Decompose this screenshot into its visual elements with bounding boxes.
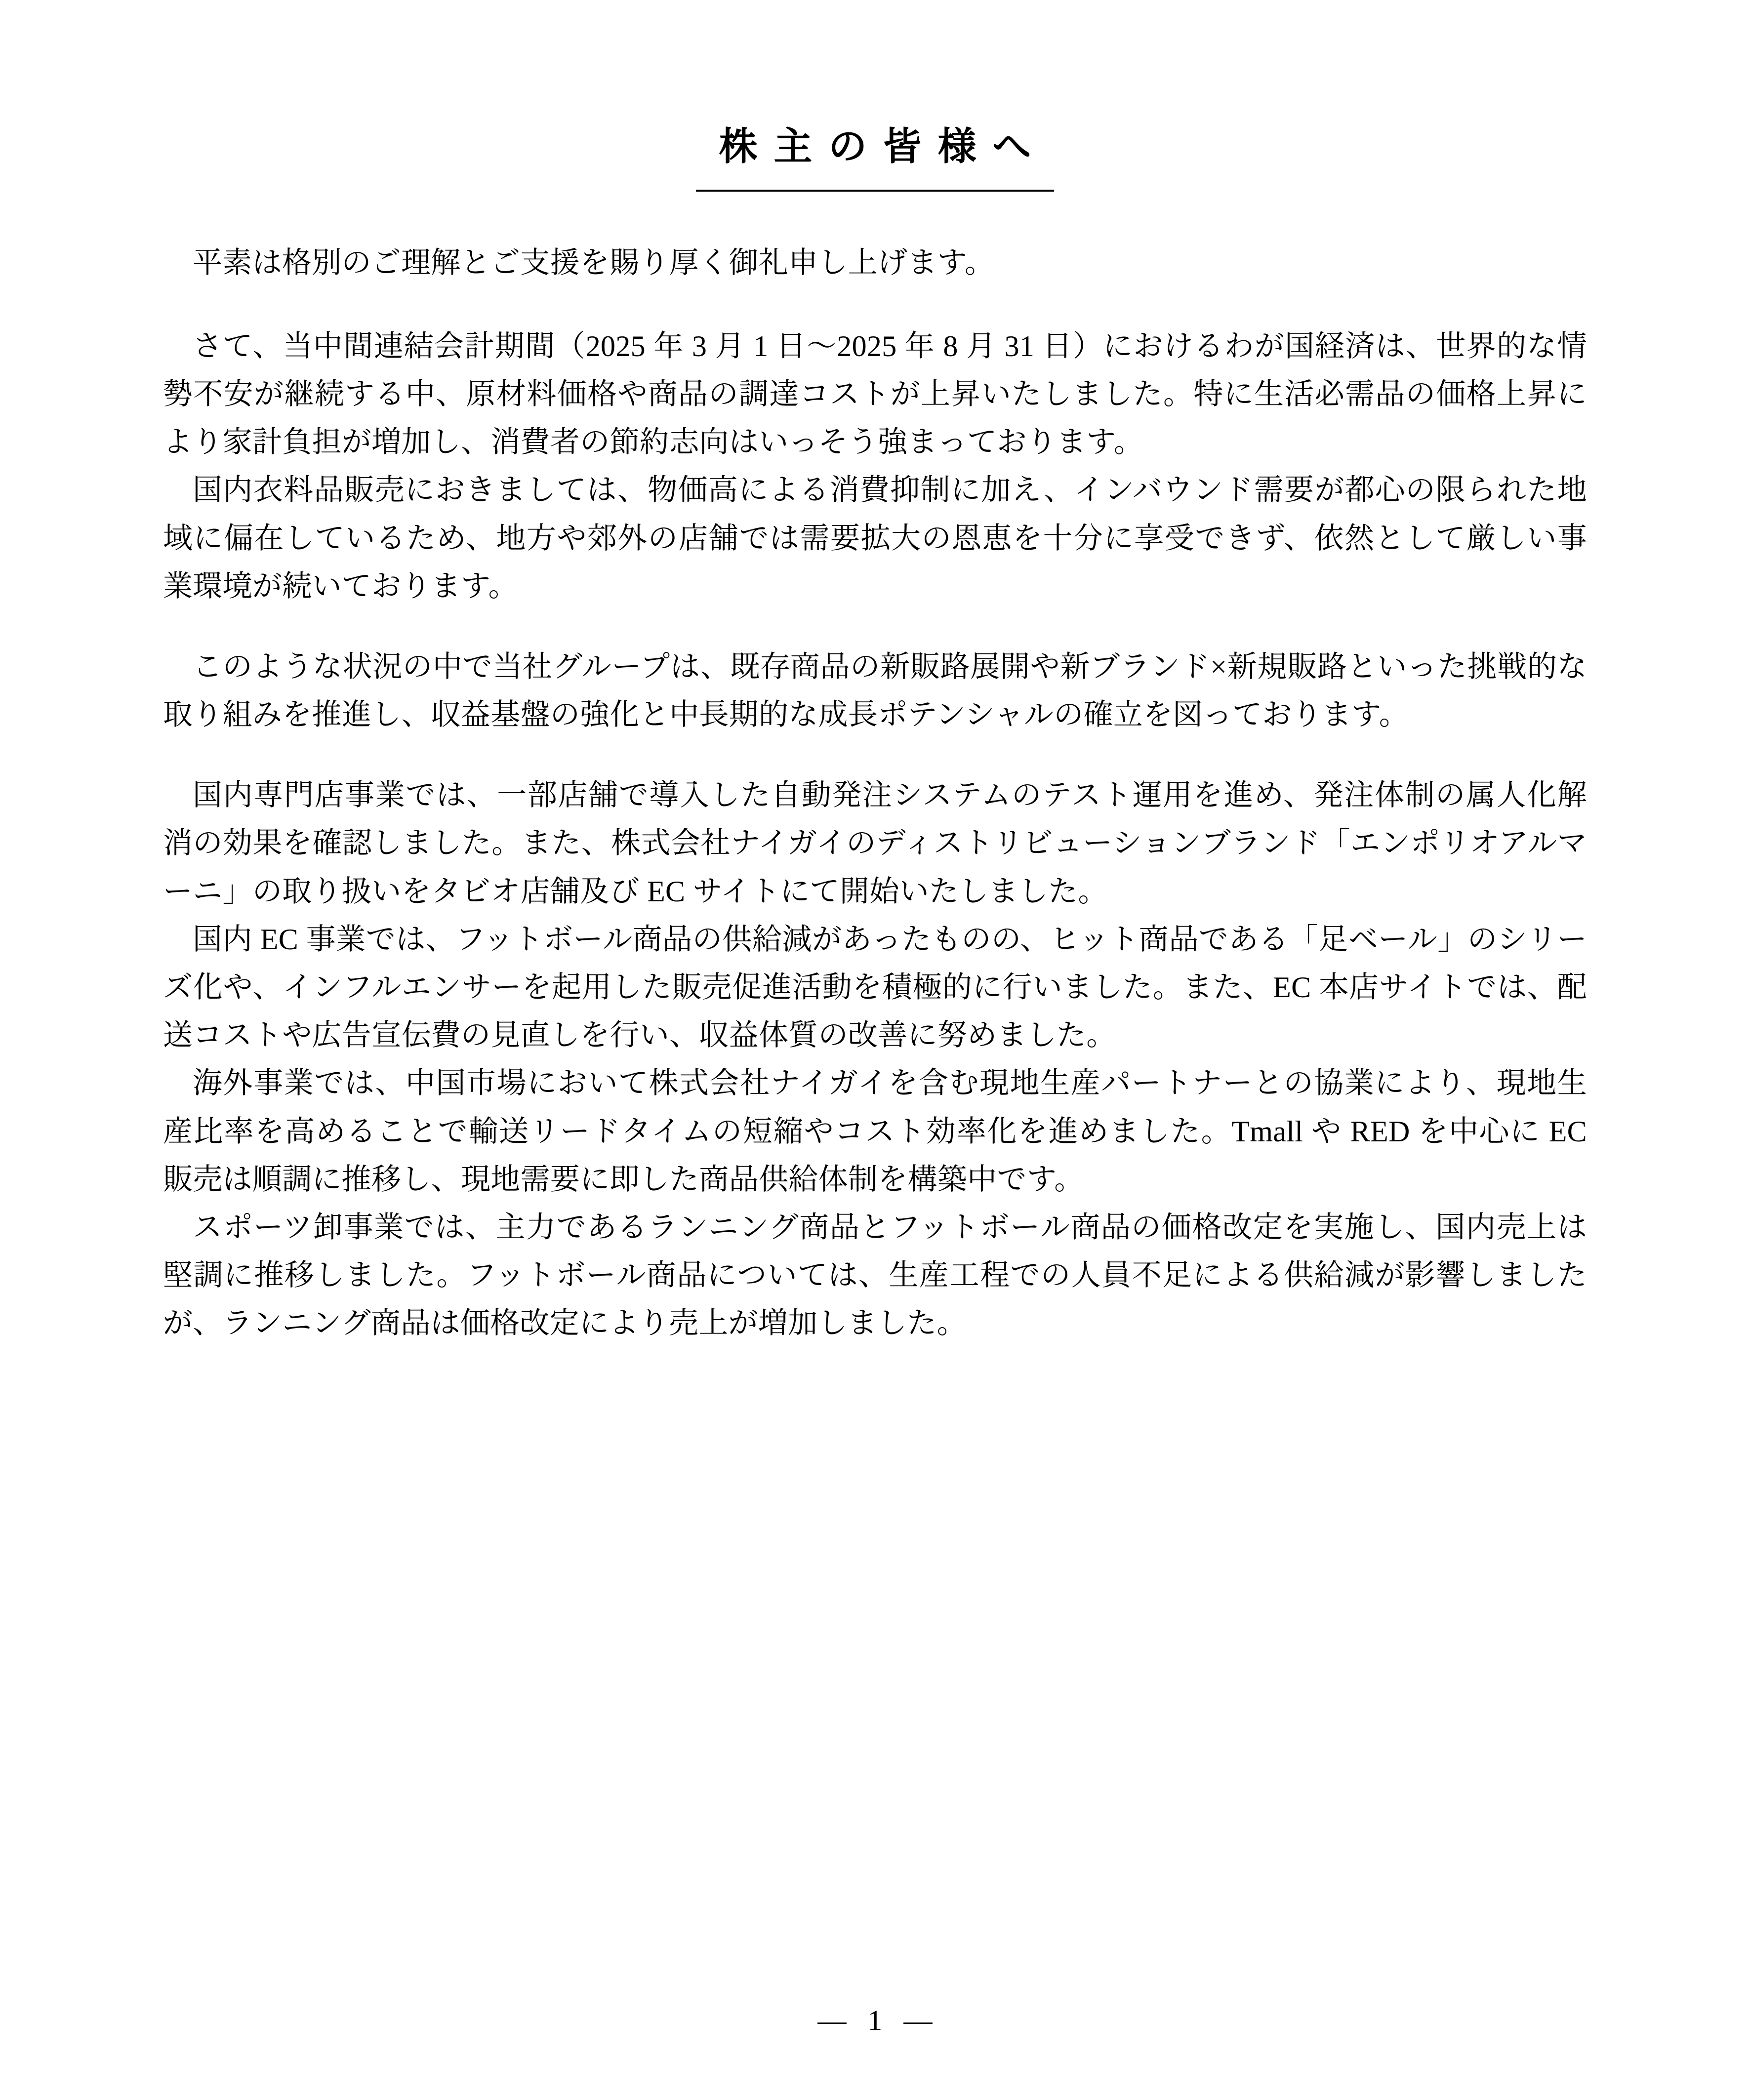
paragraph-economy-overview: さて、当中間連結会計期間（2025 年 3 月 1 日〜2025 年 8 月 31 日）におけるわが国経済は、世界的な情勢不安が継続する中、原材料価格や商品の調達コストが上昇いたしました。特に生活必需品の価格上昇により家計負担が増加し、消費者の節約志向はいっそう強まっております。 — [163, 329, 1587, 459]
page-title: 株主の皆様へ — [719, 125, 1048, 168]
paragraph-domestic-ec: 国内 EC 事業では、フットボール商品の供給減があったものの、ヒット商品である「足ベール」のシリーズ化や、インフルエンサーを起用した販売促進活動を積極的に行いました。また、EC 本店サイトでは、配送コストや広告宣伝費の見直しを行い、収益体質の改善に努めました。 — [163, 923, 1587, 1052]
page-number: — 1 — — [817, 2004, 939, 2036]
paragraph-sports-wholesale: スポーツ卸事業では、主力であるランニング商品とフットボール商品の価格改定を実施し、国内売上は堅調に推移しました。フットボール商品については、生産工程での人員不足による供給減が影響しましたが、ランニング商品は価格改定により売上が増加しました。 — [163, 1211, 1587, 1340]
paragraph-group-strategy: このような状況の中で当社グループは、既存商品の新販路展開や新ブランド×新規販路といった挑戦的な取り組みを推進し、収益基盤の強化と中長期的な成長ポテンシャルの確立を図っております。 — [163, 650, 1587, 731]
paragraph-spacer — [163, 610, 1587, 643]
page-title-underline — [696, 123, 1054, 192]
paragraph-domestic-specialty-stores: 国内専門店事業では、一部店舗で導入した自動発注システムのテスト運用を進め、発注体制の属人化解消の効果を確認しました。また、株式会社ナイガイのディストリビューションブランド「エンポリオアルマーニ」の取り扱いをタビオ店舗及び EC サイトにて開始いたしました。 — [163, 779, 1587, 908]
paragraph-spacer — [163, 739, 1587, 771]
paragraph-overseas: 海外事業では、中国市場において株式会社ナイガイを含む現地生産パートナーとの協業により、現地生産比率を高めることで輸送リードタイムの短縮やコスト効率化を進めました。Tmall や RED を中心に EC 販売は順調に推移し、現地需要に即した商品供給体制を構築中です。 — [163, 1067, 1587, 1196]
page-title-container — [163, 123, 1587, 192]
paragraph-greeting: 平素は格別のご理解とご支援を賜り厚く御礼申し上げます。 — [193, 246, 995, 279]
paragraph-domestic-apparel: 国内衣料品販売におきましては、物価高による消費抑制に加え、インバウンド需要が都心の限られた地域に偏在しているため、地方や郊外の店舗では需要拡大の恩恵を十分に享受できず、依然として厳しい事業環境が続いております。 — [163, 474, 1587, 603]
paragraph-spacer — [163, 287, 1587, 323]
